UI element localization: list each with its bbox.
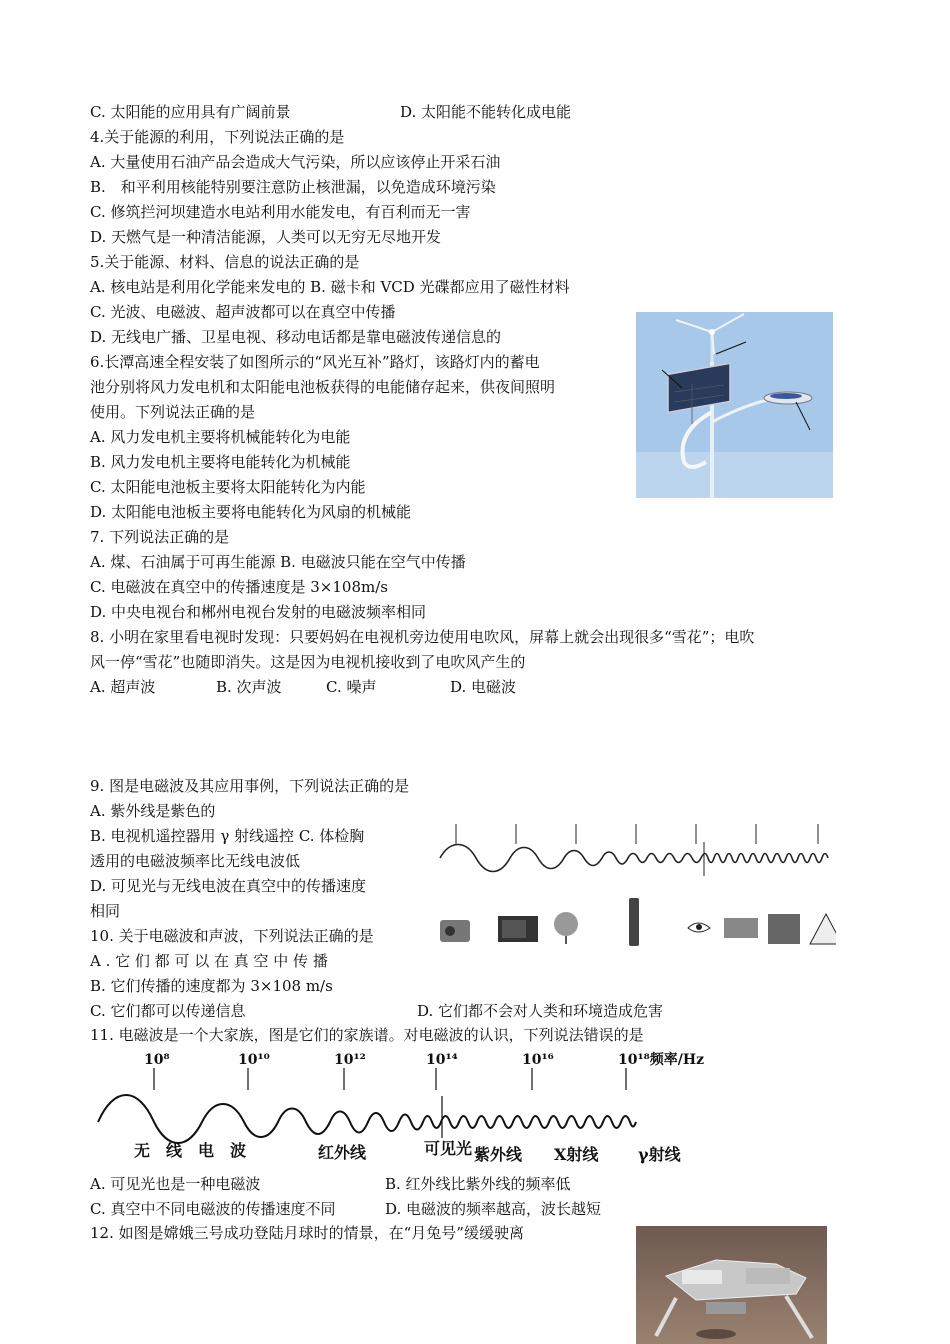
freq-label-6: 10¹⁸频率/Hz: [618, 1052, 705, 1068]
question-4: 4.关于能源的利用，下列说法正确的是: [90, 128, 345, 146]
q6-option-b: B. 风力发电机主要将电能转化为机械能: [90, 453, 351, 471]
q4-option-a: A. 大量使用石油产品会造成大气污染，所以应该停止开采石油: [90, 153, 501, 171]
band-visible: 可见光: [424, 1139, 473, 1158]
band-xray: X射线: [554, 1145, 599, 1164]
q9-option-d: D. 可见光与无线电波在真空中的传播速度: [90, 877, 367, 895]
freq-label-2: 10¹⁰: [238, 1052, 270, 1068]
question-9: 9. 图是电磁波及其应用事例，下列说法正确的是: [90, 777, 410, 795]
question-8-line2: 风一停“雪花”也随即消失。这是因为电视机接收到了电吹风产生的: [90, 653, 526, 671]
q5-option-d: D. 无线电广播、卫星电视、移动电话都是靠电磁波传递信息的: [90, 328, 502, 346]
q9-option-b-c: B. 电视机遥控器用 γ 射线遥控 C. 体检胸: [90, 827, 365, 845]
freq-label-1: 10⁸: [144, 1052, 170, 1068]
xray-film-icon: [768, 914, 800, 944]
option-c: C. 太阳能的应用具有广阔前景: [90, 103, 291, 121]
lamp-machine-icon: [724, 918, 758, 938]
q10-option-a: A . 它 们 都 可 以 在 真 空 中 传 播: [90, 952, 328, 970]
question-5: 5.关于能源、材料、信息的说法正确的是: [90, 253, 360, 271]
question-6-line1: 6.长潭高速全程安装了如图所示的“风光互补”路灯，该路灯内的蓄电: [90, 353, 540, 371]
q4-option-c: C. 修筑拦河坝建造水电站利用水能发电，有百利而无一害: [90, 203, 471, 221]
freq-label-5: 10¹⁶: [522, 1052, 554, 1068]
question-8-line1: 8. 小明在家里看电视时发现：只要妈妈在电视机旁边使用电吹风，屏幕上就会出现很多“雪花”；电吹: [90, 628, 755, 646]
q4-option-d: D. 天燃气是一种清洁能源，人类可以无穷无尽地开发: [90, 228, 442, 246]
question-10: 10. 关于电磁波和声波，下列说法正确的是: [90, 927, 374, 945]
q5-option-a-b: A. 核电站是利用化学能来发电的 B. 磁卡和 VCD 光碟都应用了磁性材料: [90, 278, 570, 296]
q9-option-c-cont: 透用的电磁波频率比无线电波低: [90, 852, 301, 870]
option-d: D. 它们都不会对人类和环境造成危害: [417, 1002, 664, 1020]
question-11: 11. 电磁波是一个大家族，图是它们的家族谱。对电磁波的认识，下列说法错误的是: [90, 1026, 644, 1044]
freq-label-4: 10¹⁴: [426, 1052, 458, 1068]
q9-option-a: A. 紫外线是紫色的: [90, 802, 216, 820]
question-7: 7. 下列说法正确的是: [90, 528, 230, 546]
radiation-icon: [810, 914, 836, 944]
option-a: A. 可见光也是一种电磁波: [90, 1175, 261, 1193]
option-b: B. 红外线比紫外线的频率低: [385, 1175, 571, 1193]
q8-option-c: C. 噪声: [326, 678, 377, 696]
q10-option-b: B. 它们传播的速度都为 3×108 m/s: [90, 977, 333, 995]
question-6-line2: 池分别将风力发电机和太阳能电池板获得的电能储存起来，供夜间照明: [90, 378, 556, 396]
q8-option-b: B. 次声波: [216, 678, 282, 696]
band-gamma: γ射线: [638, 1145, 681, 1164]
q6-option-d: D. 太阳能电池板主要将电能转化为风扇的机械能: [90, 503, 412, 521]
question-12: 12. 如图是嫦娥三号成功登陆月球时的情景，在“月兔号”缓缓驶离: [90, 1224, 524, 1242]
q7-option-d: D. 中央电视台和郴州电视台发射的电磁波频率相同: [90, 603, 427, 621]
q3-option-c-d: [90, 102, 571, 122]
freq-label-3: 10¹²: [334, 1052, 366, 1068]
q10-option-c-d: [90, 1001, 663, 1021]
q6-option-a: A. 风力发电机主要将机械能转化为电能: [90, 428, 351, 446]
q11-option-c-d: [90, 1199, 601, 1219]
q5-option-c: C. 光波、电磁波、超声波都可以在真空中传播: [90, 303, 396, 321]
q8-option-d: D. 电磁波: [450, 678, 517, 696]
spectrum-family-diagram: [94, 1046, 714, 1170]
option-c: C. 它们都可以传递信息: [90, 1002, 246, 1020]
band-infrared: 红外线: [318, 1143, 367, 1162]
q7-option-a-b: A. 煤、石油属于可再生能源 B. 电磁波只能在空气中传播: [90, 553, 466, 571]
band-radio: 无 线 电 波: [134, 1141, 247, 1160]
q6-option-c: C. 太阳能电池板主要将太阳能转化为内能: [90, 478, 366, 496]
spectrum-applications-figure: [436, 820, 836, 950]
q8-option-a: A. 超声波: [90, 678, 156, 696]
remote-control-icon: [629, 898, 639, 946]
satellite-dish-icon: [554, 912, 578, 936]
lunar-rover-photo: [636, 1226, 827, 1344]
option-d: D. 电磁波的频率越高，波长越短: [385, 1200, 602, 1218]
question-6-line3: 使用。下列说法正确的是: [90, 403, 256, 421]
q4-option-b: B. 和平利用核能特别要注意防止核泄漏，以免造成环境污染: [90, 178, 496, 196]
q8-options: [90, 677, 516, 697]
q11-option-a-b: [90, 1174, 571, 1194]
street-lamp-photo: [636, 312, 833, 498]
band-ultraviolet: 紫外线: [474, 1145, 523, 1164]
q9-option-d-cont: 相同: [90, 902, 121, 920]
q7-option-c: C. 电磁波在真空中的传播速度是 3×108m/s: [90, 578, 388, 596]
option-d: D. 太阳能不能转化成电能: [400, 103, 572, 121]
option-c: C. 真空中不同电磁波的传播速度不同: [90, 1200, 336, 1218]
